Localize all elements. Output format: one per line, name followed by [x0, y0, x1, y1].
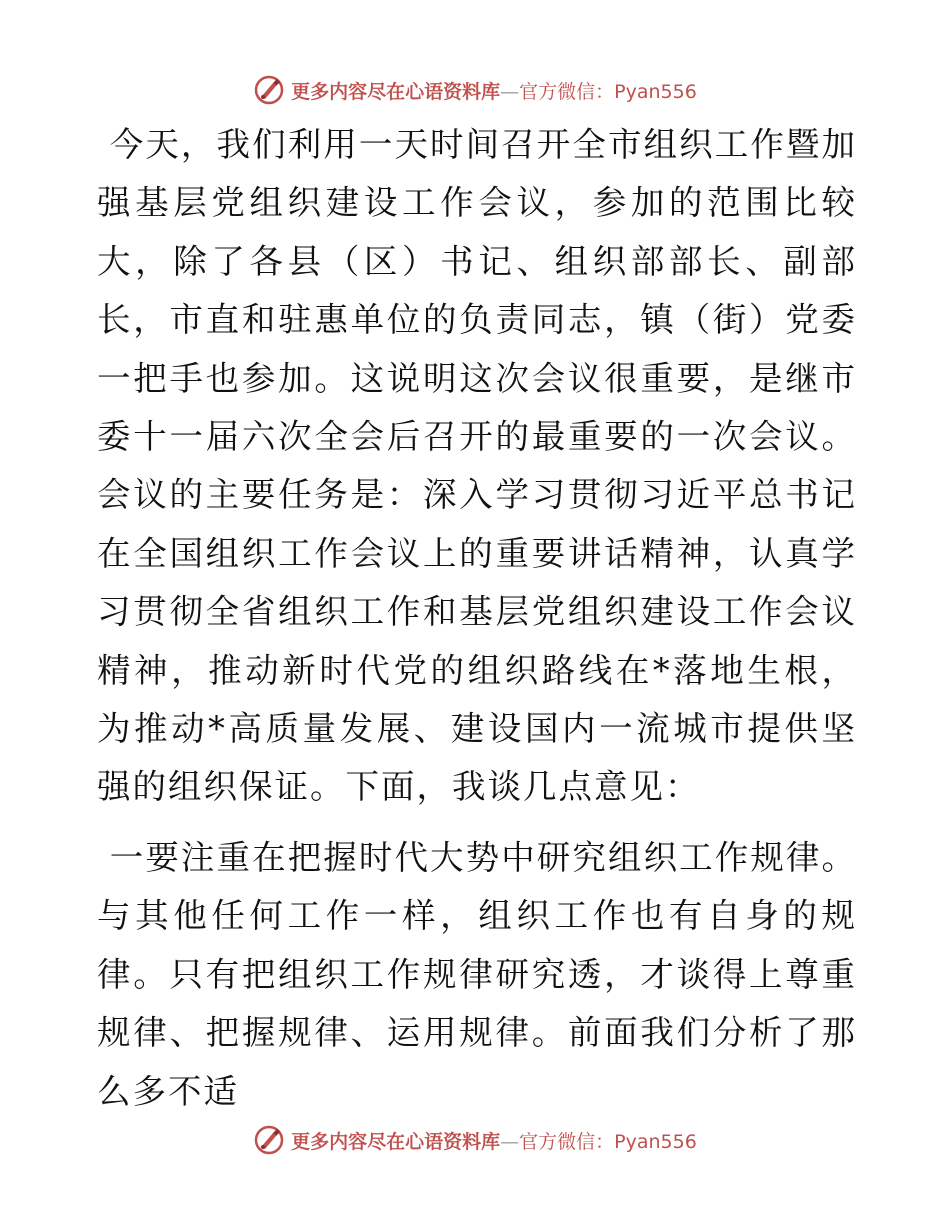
banner-contact-text: 官方微信：Pyan556	[519, 80, 697, 103]
banner-brand-text: 更多内容尽在心语资料库	[291, 80, 501, 103]
banner-separator: —	[500, 1130, 520, 1153]
banner-brand-text: 更多内容尽在心语资料库	[291, 1130, 501, 1153]
footer-watermark-banner	[0, 1120, 950, 1160]
document-body	[97, 116, 857, 1121]
banner-separator: —	[500, 80, 520, 103]
banner-contact-text: 官方微信：Pyan556	[519, 1130, 697, 1153]
paragraph-1: 今天，我们利用一天时间召开全市组织工作暨加强基层党组织建设工作会议，参加的范围比较大，除了各县（区）书记、组织部部长、副部长，市直和驻惠单位的负责同志，镇（街）党委一把手也参加。这说明这次会议很重要，是继市委十一届六次全会后召开的最重要的一次会议。会议的主要任务是：深入学习贯彻习近平总书记在全国组织工作会议上的重要讲话精神，认真学习贯彻全省组织工作和基层党组织建设工作会议精神，推动新时代党的组织路线在*落地生根，为推动*高质量发展、建设国内一流城市提供坚强的组织保证。下面，我谈几点意见：	[97, 125, 858, 807]
brand-logo-icon	[253, 74, 285, 106]
paragraph-2: 一要注重在把握时代大势中研究组织工作规律。与其他任何工作一样，组织工作也有自身的规律。只有把组织工作规律研究透，才谈得上尊重规律、把握规律、运用规律。前面我们分析了那么多不适	[97, 837, 858, 1111]
brand-logo-icon	[253, 1124, 285, 1156]
header-watermark-banner	[0, 70, 950, 110]
